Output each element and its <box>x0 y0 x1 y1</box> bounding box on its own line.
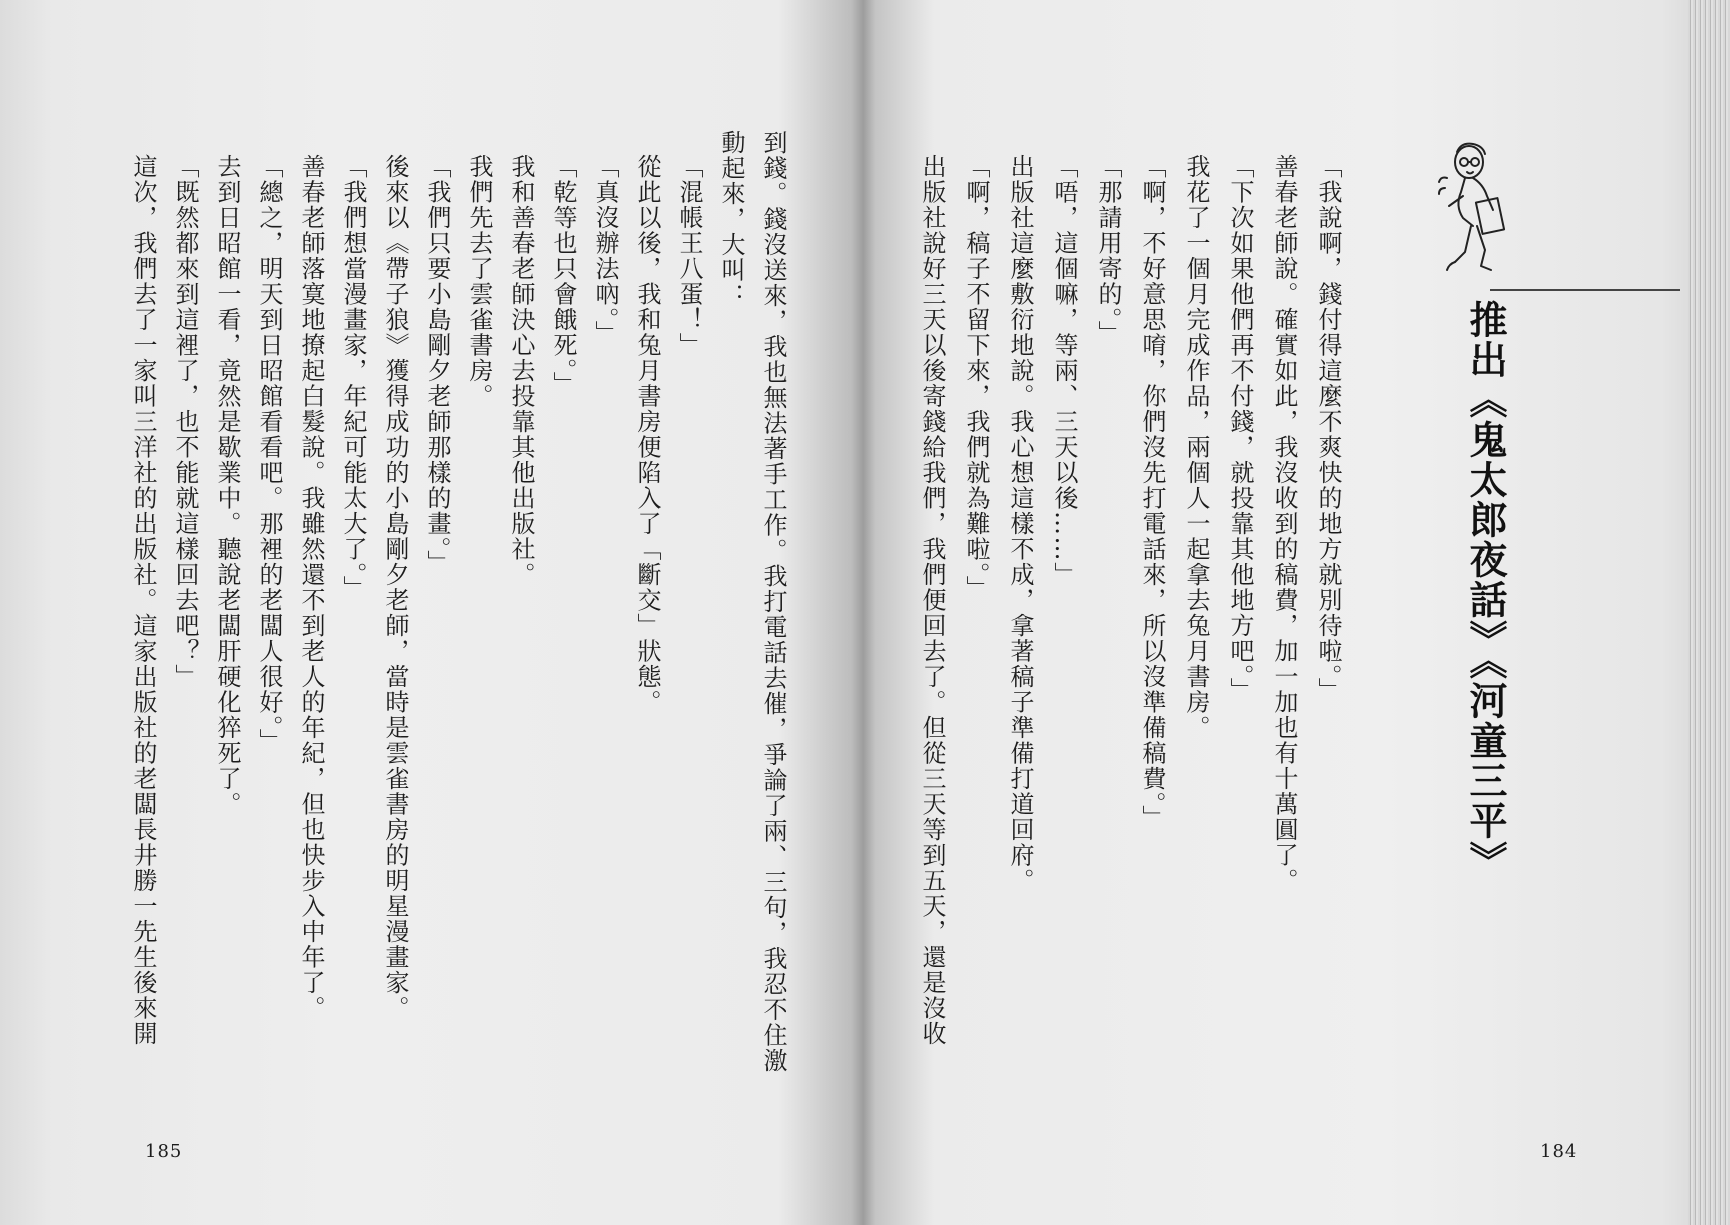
text-column: 「我們只要小島剛夕老師那樣的畫。」 <box>423 154 451 576</box>
text-column: 這次，我們去了一家叫三洋社的出版社。這家出版社的老闆長井勝一先生後來開 <box>129 154 157 1047</box>
left-page <box>125 130 805 1074</box>
text-column: 出版社這麼敷衍地說。我心想這樣不成，拿著稿子準備打道回府。 <box>1006 154 1034 894</box>
page-number-right: 184 <box>1540 1141 1578 1162</box>
text-column: 後來以《帶子狼》獲得成功的小島剛夕老師，當時是雲雀書房的明星漫畫家。 <box>381 154 409 1021</box>
text-column: 善春老師說。確實如此，我沒收到的稿費，加一加也有十萬圓了。 <box>1270 154 1298 894</box>
text-column: 「既然都來到這裡了，也不能就這樣回去吧？」 <box>171 154 199 690</box>
text-column: 「總之，明天到日昭館看看吧。那裡的老闆人很好。」 <box>255 154 283 754</box>
text-column: 「啊，稿子不留下來，我們就為難啦。」 <box>962 154 990 601</box>
heading-rule <box>1490 289 1680 291</box>
text-column: 出版社說好三天以後寄錢給我們，我們便回去了。但從三天等到五天，還是沒收 <box>918 154 946 1047</box>
text-column: 我們先去了雲雀書房。 <box>465 154 493 409</box>
text-column: 動起來，大叫： <box>717 130 745 309</box>
chapter-heading: 推出《鬼太郎夜話》《河童三平》 <box>1463 300 1507 881</box>
text-column: 「混帳王八蛋！」 <box>675 154 703 358</box>
text-column: 從此以後，我和兔月書房便陷入了「斷交」狀態。 <box>633 154 661 715</box>
running-man-illustration <box>1437 138 1507 296</box>
text-column: 「我們想當漫畫家，年紀可能太大了。」 <box>339 154 367 601</box>
text-column: 我和善春老師決心去投靠其他出版社。 <box>507 154 535 588</box>
text-column: 到錢。錢沒送來，我也無法著手工作。我打電話去催，爭論了兩、三句，我忍不住激 <box>759 130 787 1074</box>
text-column: 「真沒辦法吶。」 <box>591 154 619 346</box>
text-column: 「下次如果他們再不付錢，就投靠其他地方吧。」 <box>1226 154 1254 703</box>
page-edges <box>1688 0 1730 1225</box>
text-column: 「乾等也只會餓死。」 <box>549 154 577 397</box>
text-column: 「唔，這個嘛，等兩、三天以後……」 <box>1050 154 1078 588</box>
text-column: 去到日昭館一看，竟然是歇業中。聽說老闆肝硬化猝死了。 <box>213 154 241 817</box>
text-column: 「我說啊，錢付得這麼不爽快的地方就別待啦。」 <box>1314 154 1342 703</box>
text-column: 「啊，不好意思唷，你們沒先打電話來，所以沒準備稿費。」 <box>1138 154 1166 831</box>
text-column: 「那請用寄的。」 <box>1094 154 1122 346</box>
text-column: 善春老師落寞地撩起白髮說。我雖然還不到老人的年紀，但也快步入中年了。 <box>297 154 325 1021</box>
page-number-left: 185 <box>145 1141 183 1162</box>
right-page <box>920 130 1660 1060</box>
text-column: 我花了一個月完成作品，兩個人一起拿去兔月書房。 <box>1182 154 1210 741</box>
